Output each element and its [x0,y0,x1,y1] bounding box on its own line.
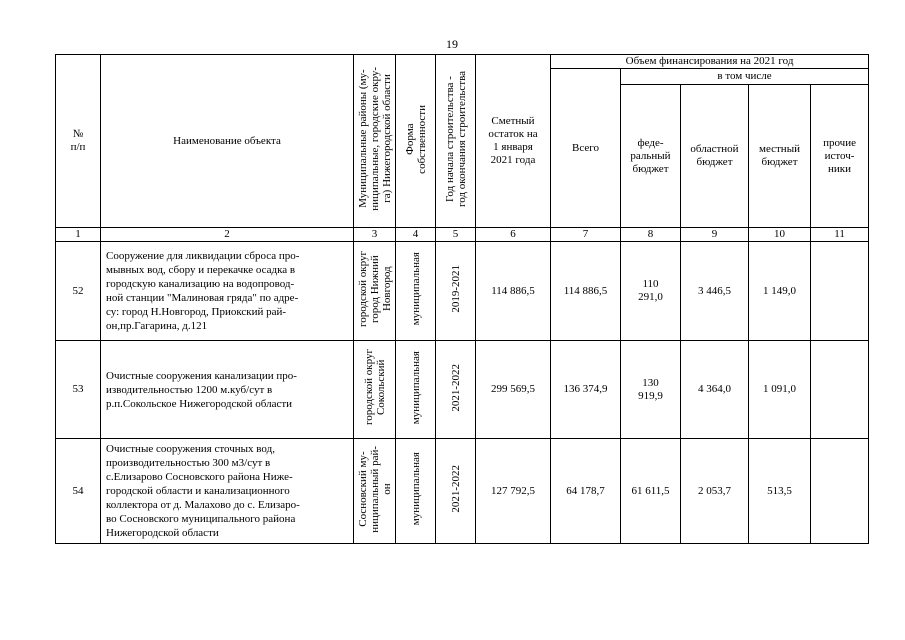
table-row [56,242,869,341]
row-federal: 130 919,9 [621,341,681,439]
object-name: Сооружение для ликвидации сброса про- мывных вод, сбору и перекачке осадка в городскую канализацию на водопровод- ной станции "Малиновая гряда" по адре- су: город Н.Новгород, Приокский рай- он,пр.Гагарина, д.121 [101,242,354,341]
column-number-row [56,228,869,242]
row-total: 114 886,5 [551,242,621,341]
row-other [811,242,869,341]
row-ownership: муниципальная [396,242,436,341]
row-local: 513,5 [749,439,811,544]
header-other: прочие источ- ники [811,85,869,228]
row-local: 1 149,0 [749,242,811,341]
column-number: 6 [476,228,551,242]
column-number: 5 [436,228,476,242]
header-district: Муниципальные районы (му- ниципальные, городские окру- га) Нижегородской области [354,55,396,228]
table-row [56,439,869,544]
row-years: 2019-2021 [436,242,476,341]
row-federal: 110 291,0 [621,242,681,341]
header-name: Наименование объекта [101,55,354,228]
row-remaining: 127 792,5 [476,439,551,544]
object-name: Очистные сооружения канализации про- изводительностью 1200 м.куб/сут в р.п.Сокольское Нижегородской области [101,341,354,439]
column-number: 1 [56,228,101,242]
row-num: 53 [56,341,101,439]
header-years: Год начала строительства - год окончания строительства [436,55,476,228]
row-years: 2021-2022 [436,341,476,439]
row-regional: 3 446,5 [681,242,749,341]
header-funding-group: Объем финансирования на 2021 год [551,55,869,69]
column-number: 2 [101,228,354,242]
column-number: 11 [811,228,869,242]
row-num: 52 [56,242,101,341]
column-number: 8 [621,228,681,242]
column-number: 9 [681,228,749,242]
header-including: в том числе [621,69,869,85]
object-name: Очистные сооружения сточных вод, производительностью 300 м3/сут в с.Елизарово Сосновского района Ниже- городской области и канализационного коллектора от д. Малахово до с. Елизаро- во Сосновского муниципального района Нижегородской области [101,439,354,544]
table-row [56,341,869,439]
row-remaining: 299 569,5 [476,341,551,439]
row-num: 54 [56,439,101,544]
row-federal: 61 611,5 [621,439,681,544]
row-total: 136 374,9 [551,341,621,439]
header-remaining: Сметный остаток на 1 января 2021 года [476,55,551,228]
funding-table [55,54,869,544]
header-federal: феде- ральный бюджет [621,85,681,228]
header-total: Всего [551,69,621,228]
header-ownership: Форма собственности [396,55,436,228]
row-district: городской округ Сокольский [354,341,396,439]
row-ownership: муниципальная [396,439,436,544]
row-other [811,439,869,544]
row-other [811,341,869,439]
column-number: 7 [551,228,621,242]
column-number: 4 [396,228,436,242]
page-number: 19 [446,37,458,51]
row-district: Сосновский му- ниципальный рай- он [354,439,396,544]
row-years: 2021-2022 [436,439,476,544]
column-number: 3 [354,228,396,242]
row-total: 64 178,7 [551,439,621,544]
row-district: городской округ город Нижний Новгород [354,242,396,341]
row-local: 1 091,0 [749,341,811,439]
row-ownership: муниципальная [396,341,436,439]
header-local: местный бюджет [749,85,811,228]
row-regional: 2 053,7 [681,439,749,544]
header-regional: областной бюджет [681,85,749,228]
row-remaining: 114 886,5 [476,242,551,341]
header-num: № п/п [56,55,101,228]
column-number: 10 [749,228,811,242]
row-regional: 4 364,0 [681,341,749,439]
